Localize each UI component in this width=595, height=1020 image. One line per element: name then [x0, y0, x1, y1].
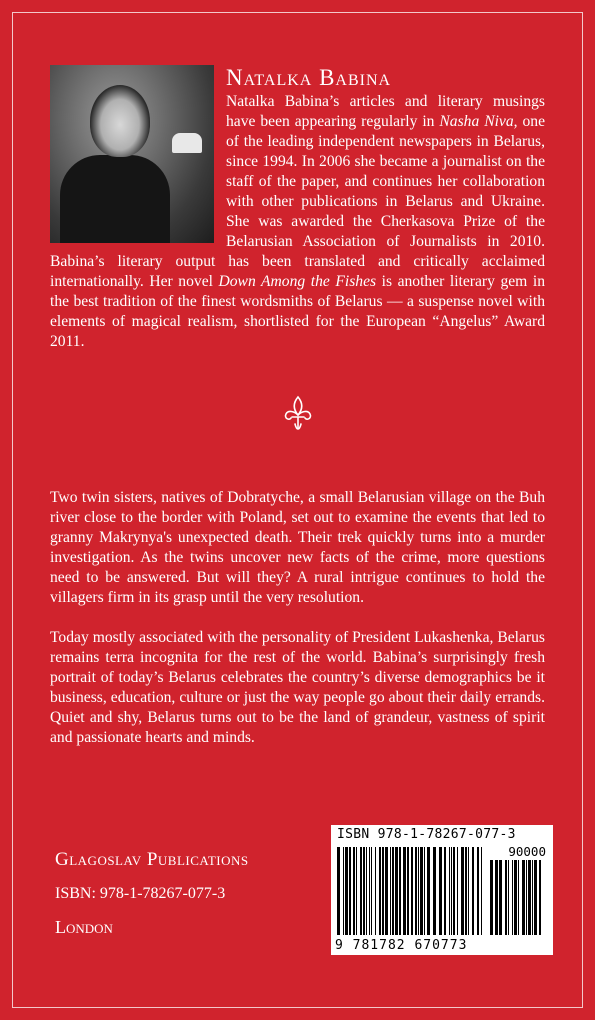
publisher-block: [55, 850, 249, 938]
barcode-bar: [534, 860, 537, 935]
barcode-bars-addon: [490, 860, 548, 935]
novel-title: Down Among the Fishes: [218, 273, 377, 291]
barcode-addon-code: 90000: [508, 844, 546, 859]
barcode-bar: [366, 847, 367, 935]
barcode-bar: [390, 847, 391, 935]
bio-text: Natalka Babina’s articles and literary musings have been appearing regularly in: [226, 93, 545, 131]
barcode-bar: [499, 860, 502, 935]
barcode-bar: [379, 847, 381, 935]
back-cover-content: [50, 55, 545, 768]
barcode-bar: [457, 847, 458, 935]
barcode-bars-main: [337, 847, 487, 935]
barcode-bar: [382, 847, 384, 935]
barcode-bar: [490, 860, 493, 935]
fleur-de-lis-icon: [50, 394, 545, 434]
author-head-shape: [90, 85, 150, 157]
barcode-bar: [371, 847, 372, 935]
publisher-isbn: ISBN: 978-1-78267-077-3: [55, 884, 226, 902]
barcode-bar: [418, 847, 419, 935]
barcode-bar: [363, 847, 365, 935]
publisher-city: London: [55, 916, 113, 937]
barcode-bar: [449, 847, 450, 935]
barcode-bar: [420, 847, 423, 935]
barcode-bar: [343, 847, 344, 935]
barcode-bar: [356, 847, 357, 935]
barcode-bar: [481, 847, 482, 935]
book-synopsis: [50, 488, 545, 748]
bio-text: is another literary gem in the best tradition of the finest wordsmiths of Belarus — a suspense novel with elements of magical realism, shortlisted for the European “Angelus” Award 2011.: [50, 273, 545, 351]
bio-text: , one of the leading independent newspapers in Belarus, since 1994. In 2006 she became a journalist on the staff of the paper, and continues her collaboration with other publications in Belarus and Ukraine. She was awarded the Cherkasova Prize of the Belarusian Association of Journalists in 2010. Babina’s literary output has been translated and critically acclaimed internationally. Her novel: [50, 113, 545, 291]
author-name: Natalka Babina: [226, 65, 392, 90]
barcode-bar: [508, 860, 509, 935]
barcode-bar: [465, 847, 467, 935]
barcode-bar: [427, 847, 430, 935]
barcode-bar: [512, 860, 513, 935]
barcode-bar: [375, 847, 376, 935]
publisher-name: Glagoslav Publications: [55, 849, 249, 870]
barcode-bar: [528, 860, 531, 935]
barcode-bar: [403, 847, 406, 935]
barcode-bar: [468, 847, 469, 935]
barcode-bar: [407, 847, 409, 935]
barcode-bar: [495, 860, 498, 935]
barcode-bar: [411, 847, 413, 935]
barcode-bar: [385, 847, 388, 935]
barcode-bar: [349, 847, 351, 935]
lamp-shape: [172, 133, 202, 153]
synopsis-paragraph: Two twin sisters, natives of Dobratyche, a small Belarusian village on the Buh river close to the border with Poland, set out to examine the events that led to granny Makrynya's unexpected death. Their trek quickly turns into a murder investigation. As the twins uncover new facts of the crime, more questions need to be answered. But will they? A rural intrigue continues to hold the villagers firm in its grasp until the very resolution.: [50, 489, 545, 607]
barcode-bar: [505, 860, 507, 935]
newspaper-title: Nasha Niva: [439, 113, 514, 131]
barcode-bar: [522, 860, 525, 935]
synopsis-paragraph: Today mostly associated with the personality of President Lukashenka, Belarus remains terra incognita for the rest of the world. Babina’s surprisingly fresh portrait of today’s Belarus celebrates the country’s diverse demographics be it business, education, culture or just the way people go about their daily errands. Quiet and shy, Belarus turns out to be the land of grandeur, vastness of spirit and passionate hearts and minds.: [50, 629, 545, 747]
barcode-bar: [477, 847, 479, 935]
barcode-bar: [399, 847, 401, 935]
barcode-ean-digits: 9 781782 670773: [335, 938, 468, 953]
barcode-bar: [526, 860, 527, 935]
barcode-bar: [532, 860, 533, 935]
barcode-bar: [415, 847, 417, 935]
barcode-bar: [345, 847, 348, 935]
barcode-bar: [439, 847, 442, 935]
barcode-bar: [424, 847, 425, 935]
barcode-bar: [353, 847, 355, 935]
barcode-bar: [369, 847, 370, 935]
barcode-bar: [395, 847, 398, 935]
barcode-bar: [453, 847, 455, 935]
barcode-bar: [392, 847, 394, 935]
author-body-shape: [60, 155, 170, 243]
isbn-barcode: [331, 825, 553, 955]
barcode-bar: [360, 847, 362, 935]
barcode-bar: [518, 860, 519, 935]
barcode-bar: [444, 847, 446, 935]
barcode-isbn-label: ISBN 978-1-78267-077-3: [337, 827, 516, 842]
barcode-bar: [472, 847, 474, 935]
author-photo: [50, 65, 214, 243]
barcode-bar: [337, 847, 340, 935]
barcode-bar: [461, 847, 464, 935]
barcode-bar: [539, 860, 541, 935]
barcode-bar: [514, 860, 517, 935]
barcode-bar: [451, 847, 452, 935]
barcode-bar: [433, 847, 436, 935]
